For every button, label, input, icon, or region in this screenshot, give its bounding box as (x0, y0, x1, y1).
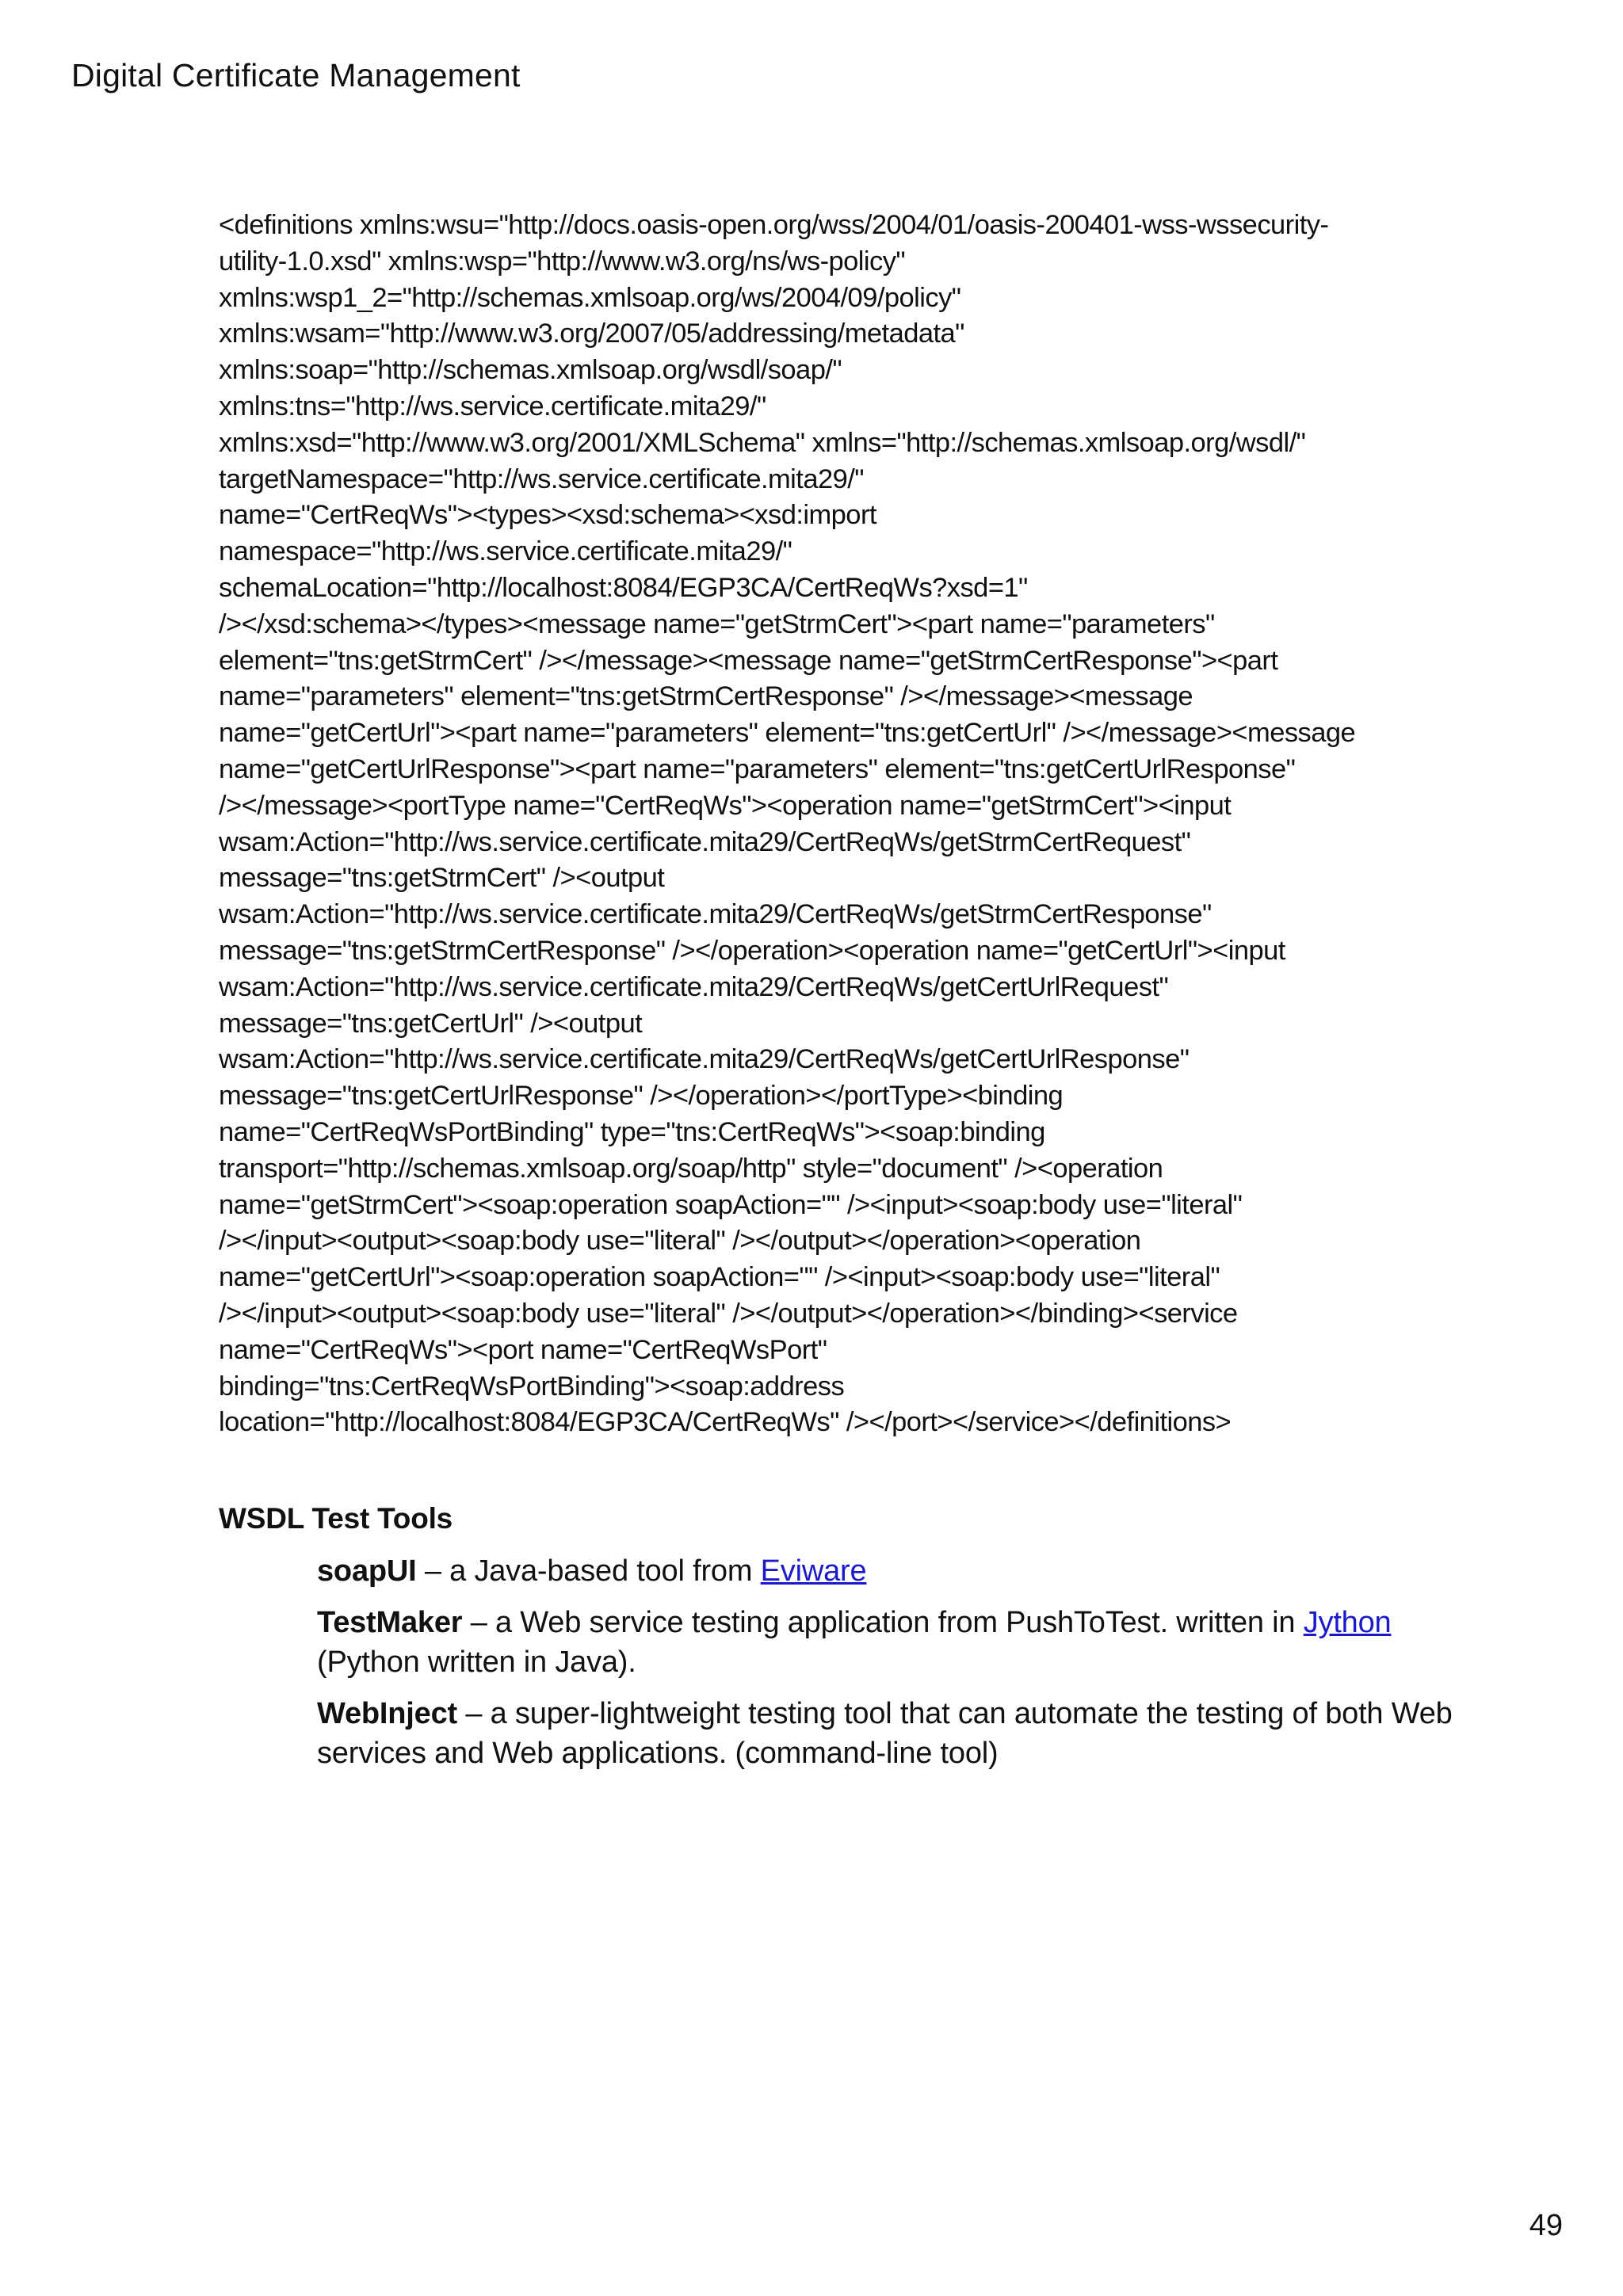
code-line: /></message><portType name="CertReqWs"><operation name="getStrmCert"><input (219, 790, 1232, 821)
code-line: xmlns:soap="http://schemas.xmlsoap.org/wsdl/soap/" (219, 355, 842, 386)
code-line: name="CertReqWs"><types><xsd:schema><xsd:import (219, 500, 876, 531)
test-tools-list (317, 1551, 1474, 1785)
code-line: message="tns:getStrmCertResponse" /></operation><operation name="getCertUrl"><input (219, 935, 1285, 966)
code-line: binding="tns:CertReqWsPortBinding"><soap:address (219, 1371, 845, 1402)
code-line: element="tns:getStrmCert" /></message><message name="getStrmCertResponse"><part (219, 645, 1278, 676)
code-line: name="parameters" element="tns:getStrmCertResponse" /></message><message (219, 681, 1193, 712)
code-line: message="tns:getStrmCert" /><output (219, 863, 665, 894)
code-line: xmlns:wsam="http://www.w3.org/2007/05/addressing/metadata" (219, 318, 964, 349)
code-line: /></xsd:schema></types><message name="getStrmCert"><part name="parameters" (219, 608, 1215, 639)
tool-item-testmaker (317, 1603, 1474, 1682)
tool-item-soapui (317, 1551, 1474, 1591)
code-line: name="getCertUrl"><part name="parameters" element="tns:getCertUrl" /></message><message (219, 718, 1356, 749)
tool-description-tail: (Python written in Java). (317, 1646, 636, 1679)
code-line: name="getCertUrlResponse"><part name="parameters" element="tns:getCertUrlResponse" (219, 753, 1296, 784)
tool-description: – a Web service testing application from PushToTest. written in (462, 1606, 1304, 1639)
code-line: name="CertReqWsPortBinding" type="tns:CertReqWs"><soap:binding (219, 1116, 1045, 1147)
code-line: wsam:Action="http://ws.service.certificate.mita29/CertReqWs/getCertUrlResponse" (219, 1044, 1190, 1075)
tool-name: soapUI (317, 1554, 417, 1588)
jython-link[interactable]: Jython (1303, 1606, 1392, 1639)
tool-item-webinject (317, 1694, 1474, 1773)
code-line: wsam:Action="http://ws.service.certificate.mita29/CertReqWs/getStrmCertResponse" (219, 899, 1212, 930)
wsdl-code-block (219, 208, 1455, 1441)
code-line: <definitions xmlns:wsu="http://docs.oasis-open.org/wss/2004/01/oasis-200401-wss-wssecurity- (219, 210, 1329, 240)
page-header-title: Digital Certificate Management (71, 57, 521, 93)
code-line: /></input><output><soap:body use="literal" /></output></operation><operation (219, 1226, 1141, 1257)
code-line: targetNamespace="http://ws.service.certificate.mita29/" (219, 463, 864, 494)
code-line: transport="http://schemas.xmlsoap.org/soap/http" style="document" /><operation (219, 1153, 1163, 1184)
code-line: message="tns:getCertUrl" /><output (219, 1008, 643, 1039)
tool-name: WebInject (317, 1697, 457, 1730)
code-line: utility-1.0.xsd" xmlns:wsp="http://www.w3.org/ns/ws-policy" (219, 246, 906, 277)
test-tools-heading: WSDL Test Tools (219, 1502, 453, 1535)
tool-description: – a super-lightweight testing tool that can automate the testing of both Web services and Web applications. (command-line tool) (317, 1697, 1453, 1770)
code-line: wsam:Action="http://ws.service.certificate.mita29/CertReqWs/getStrmCertRequest" (219, 826, 1191, 857)
code-line: xmlns:tns="http://ws.service.certificate.mita29/" (219, 391, 766, 421)
code-line: name="CertReqWs"><port name="CertReqWsPort" (219, 1334, 827, 1365)
code-line: message="tns:getCertUrlResponse" /></operation></portType><binding (219, 1081, 1064, 1112)
code-line: wsam:Action="http://ws.service.certificate.mita29/CertReqWs/getCertUrlRequest" (219, 971, 1169, 1002)
code-line: /></input><output><soap:body use="literal" /></output></operation></binding><service (219, 1298, 1238, 1329)
page-number: 49 (1529, 2209, 1563, 2242)
code-line: schemaLocation="http://localhost:8084/EGP3CA/CertReqWs?xsd=1" (219, 572, 1028, 603)
tool-description: – a Java-based tool from (416, 1554, 761, 1588)
code-line: xmlns:xsd="http://www.w3.org/2001/XMLSchema" xmlns="http://schemas.xmlsoap.org/wsdl/" (219, 427, 1306, 458)
tool-name: TestMaker (317, 1606, 463, 1639)
code-line: name="getCertUrl"><soap:operation soapAction="" /><input><soap:body use="literal" (219, 1262, 1220, 1293)
code-line: name="getStrmCert"><soap:operation soapAction="" /><input><soap:body use="literal" (219, 1189, 1243, 1220)
code-line: namespace="http://ws.service.certificate.mita29/" (219, 536, 792, 567)
code-line: location="http://localhost:8084/EGP3CA/CertReqWs" /></port></service></definitions> (219, 1407, 1232, 1438)
code-line: xmlns:wsp1_2="http://schemas.xmlsoap.org/ws/2004/09/policy" (219, 282, 961, 313)
eviware-link[interactable]: Eviware (760, 1554, 867, 1588)
